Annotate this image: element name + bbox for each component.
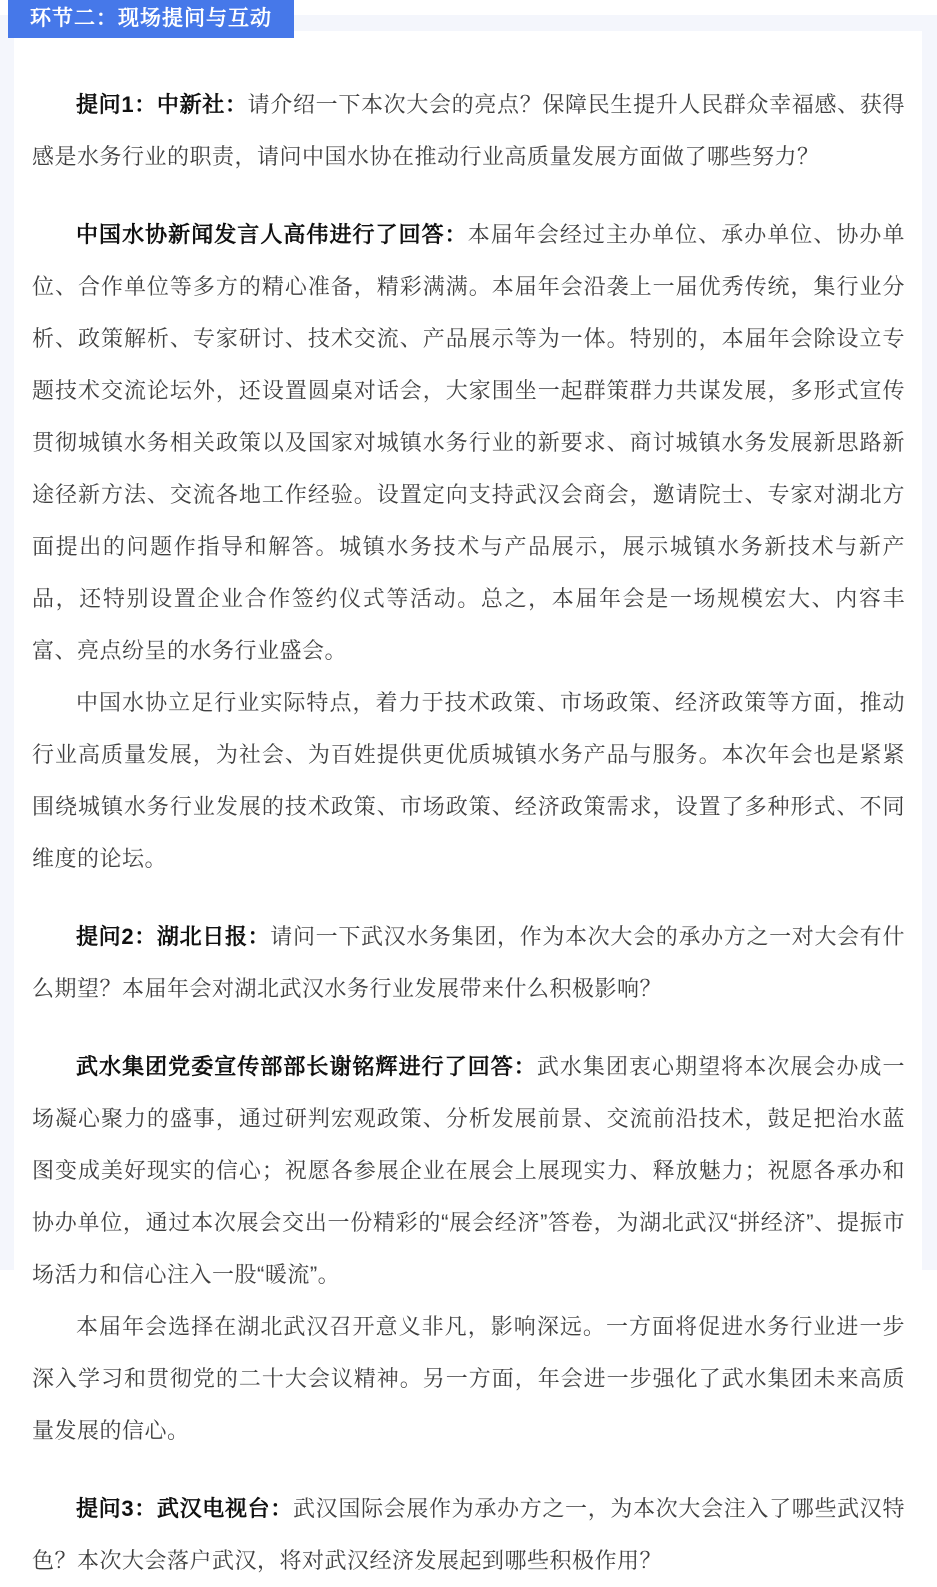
question-1-text: 请介绍一下本次大会的亮点？保障民生提升人民群众幸福感、获得感是水务行业的职责，请问中国水协在推动行业高质量发展方面做了哪些努力？ — [32, 92, 905, 169]
question-2-text: 请问一下武汉水务集团，作为本次大会的承办方之一对大会有什么期望？本届年会对湖北武汉水务行业发展带来什么积极影响？ — [32, 924, 905, 1001]
question-3-paragraph — [32, 1483, 905, 1587]
question-1-paragraph — [32, 79, 905, 183]
answer-1-continued-text: 中国水协立足行业实际特点，着力于技术政策、市场政策、经济政策等方面，推动行业高质量发展，为社会、为百姓提供更优质城镇水务产品与服务。本次年会也是紧紧围绕城镇水务行业发展的技术政策、市场政策、经济政策需求，设置了多种形式、不同维度的论坛。 — [32, 690, 905, 871]
question-3-text: 武汉国际会展作为承办方之一，为本次大会注入了哪些武汉特色？本次大会落户武汉，将对武汉经济发展起到哪些积极作用？ — [32, 1496, 905, 1573]
answer-2-paragraph — [32, 1041, 905, 1301]
answer-2-continued-text: 本届年会选择在湖北武汉召开意义非凡，影响深远。一方面将促进水务行业进一步深入学习和贯彻党的二十大会议精神。另一方面，年会进一步强化了武水集团未来高质量发展的信心。 — [32, 1314, 905, 1443]
question-1-lead: 提问1：中新社： — [76, 92, 248, 117]
answer-1-paragraph — [32, 209, 905, 677]
answer-2-text: 武水集团衷心期望将本次展会办成一场凝心聚力的盛事，通过研判宏观政策、分析发展前景、交流前沿技术，鼓足把治水蓝图变成美好现实的信心；祝愿各参展企业在展会上展现实力、释放魅力；祝愿各承办和协办单位，通过本次展会交出一份精彩的“展会经济”答卷，为湖北武汉“拼经济”、提振市场活力和信心注入一股“暖流”。 — [32, 1054, 905, 1287]
question-2-lead: 提问2：湖北日报： — [76, 924, 271, 949]
question-2-paragraph — [32, 911, 905, 1015]
question-3-lead: 提问3：武汉电视台： — [76, 1496, 293, 1521]
article-body — [14, 31, 922, 1573]
answer-2-continued-paragraph — [32, 1301, 905, 1457]
answer-2-lead: 武水集团党委宣传部部长谢铭辉进行了回答： — [76, 1054, 537, 1079]
answer-1-text: 本届年会经过主办单位、承办单位、协办单位、合作单位等多方的精心准备，精彩满满。本届年会沿袭上一届优秀传统，集行业分析、政策解析、专家研讨、技术交流、产品展示等为一体。特别的，本届年会除设立专题技术交流论坛外，还设置圆桌对话会，大家围坐一起群策群力共谋发展，多形式宣传贯彻城镇水务相关政策以及国家对城镇水务行业的新要求、商讨城镇水务发展新思路新途径新方法、交流各地工作经验。设置定向支持武汉会商会，邀请院士、专家对湖北方面提出的问题作指导和解答。城镇水务技术与产品展示，展示城镇水务新技术与新产品，还特别设置企业合作签约仪式等活动。总之，本届年会是一场规模宏大、内容丰富、亮点纷呈的水务行业盛会。 — [32, 222, 905, 663]
answer-1-continued-paragraph — [32, 677, 905, 885]
section-header-badge: 环节二：现场提问与互动 — [8, 0, 294, 38]
answer-1-lead: 中国水协新闻发言人高伟进行了回答： — [76, 222, 468, 247]
